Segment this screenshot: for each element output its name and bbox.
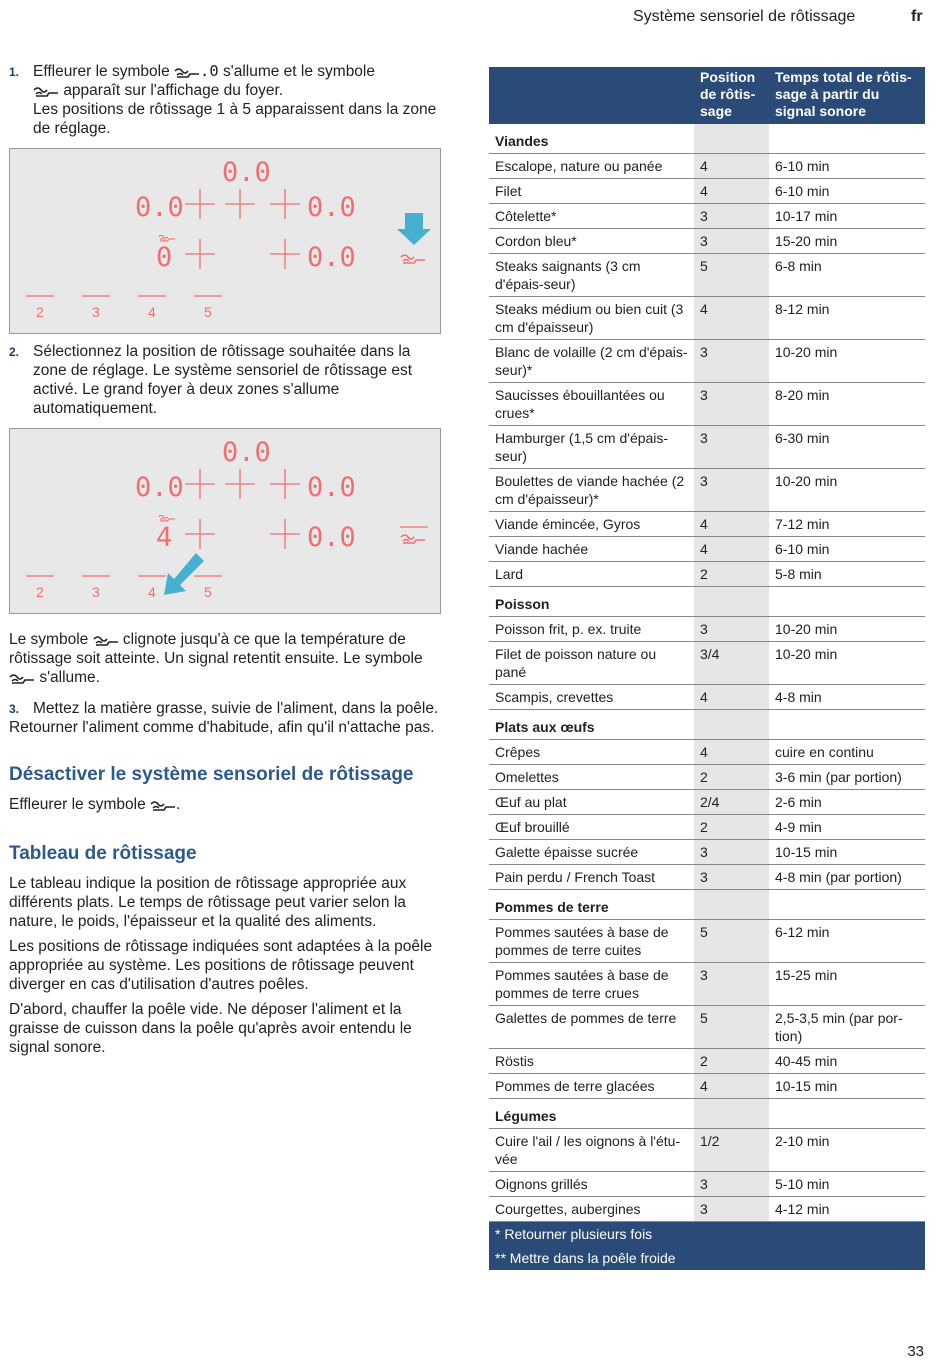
header-lang: fr bbox=[911, 8, 923, 25]
time-cell: 8-20 min bbox=[769, 383, 925, 426]
food-name-cell: Pain perdu / French Toast bbox=[489, 865, 694, 890]
display-bottom-right-value: 0.0 bbox=[307, 522, 356, 553]
after-text-mid: clignote jusqu'à ce que la température de rôtissage soit atteinte. Un signal retentit ensuite. Le symbole bbox=[9, 631, 423, 667]
table-cell bbox=[769, 710, 925, 740]
frying-table-container bbox=[489, 67, 925, 1270]
table-row bbox=[489, 229, 925, 254]
position-cell: 2/4 bbox=[694, 790, 769, 815]
food-name-cell: Hamburger (1,5 cm d'épais-seur) bbox=[489, 426, 694, 469]
step-number: 3. bbox=[9, 702, 20, 716]
position-cell: 2 bbox=[694, 562, 769, 587]
time-cell: 4-12 min bbox=[769, 1197, 925, 1222]
table-row bbox=[489, 204, 925, 229]
table-row bbox=[489, 765, 925, 790]
level-button[interactable]: 3 bbox=[92, 584, 100, 600]
table-category-row bbox=[489, 124, 925, 154]
level-button[interactable]: 5 bbox=[204, 584, 212, 600]
time-cell: 4-8 min bbox=[769, 685, 925, 710]
table-row bbox=[489, 1197, 925, 1222]
food-name-cell: Saucisses ébouillantées ou crues* bbox=[489, 383, 694, 426]
table-category-label: Poisson bbox=[489, 587, 694, 617]
table-category-label: Pommes de terre bbox=[489, 890, 694, 920]
food-name-cell: Pommes sautées à base de pommes de terre cuites bbox=[489, 920, 694, 963]
time-cell: 10-20 min bbox=[769, 617, 925, 642]
table-header-food bbox=[489, 67, 694, 124]
position-cell: 3 bbox=[694, 229, 769, 254]
table-row bbox=[489, 512, 925, 537]
level-button[interactable]: 4 bbox=[148, 304, 156, 320]
position-cell: 3/4 bbox=[694, 642, 769, 685]
time-cell: 6-12 min bbox=[769, 920, 925, 963]
food-name-cell: Filet de poisson nature ou pané bbox=[489, 642, 694, 685]
deactivate-text-pre: Effleurer le symbole bbox=[9, 796, 146, 813]
pan-symbol-icon bbox=[150, 799, 176, 811]
step-2-text: Sélectionnez la position de rôtissage souhaitée dans la zone de réglage. Le système sensoriel de rôtissage est activé. Le grand foyer à deux zones s'allume automatiquement. bbox=[33, 343, 413, 417]
time-cell: 6-8 min bbox=[769, 254, 925, 297]
level-button[interactable]: 5 bbox=[204, 304, 212, 320]
time-cell: 15-20 min bbox=[769, 229, 925, 254]
table-body bbox=[489, 124, 925, 1270]
time-cell: 8-12 min bbox=[769, 297, 925, 340]
table-row bbox=[489, 562, 925, 587]
display-bottom-right-value: 0.0 bbox=[307, 242, 356, 273]
after-text-pre: Le symbole bbox=[9, 631, 89, 648]
food-name-cell: Boulettes de viande hachée (2 cm d'épaisseur)* bbox=[489, 469, 694, 512]
time-cell: 10-20 min bbox=[769, 340, 925, 383]
time-cell: 6-10 min bbox=[769, 154, 925, 179]
table-footnote: ** Mettre dans la poêle froide bbox=[489, 1246, 925, 1270]
food-name-cell: Cordon bleu* bbox=[489, 229, 694, 254]
cooktop-display-panel-2 bbox=[9, 428, 441, 614]
position-cell: 5 bbox=[694, 1006, 769, 1049]
position-cell: 4 bbox=[694, 179, 769, 204]
table-footnote: * Retourner plusieurs fois bbox=[489, 1222, 925, 1247]
position-cell: 5 bbox=[694, 254, 769, 297]
table-row bbox=[489, 617, 925, 642]
table-row bbox=[489, 537, 925, 562]
table-category-row bbox=[489, 1099, 925, 1129]
table-cell bbox=[694, 710, 769, 740]
food-name-cell: Omelettes bbox=[489, 765, 694, 790]
page-number: 33 bbox=[907, 1343, 924, 1360]
table-cell bbox=[769, 1099, 925, 1129]
time-cell: 10-20 min bbox=[769, 469, 925, 512]
table-row bbox=[489, 865, 925, 890]
table-row bbox=[489, 254, 925, 297]
table-row bbox=[489, 642, 925, 685]
display-right-value: 0.0 bbox=[307, 192, 356, 223]
table-row bbox=[489, 340, 925, 383]
pan-symbol-icon bbox=[93, 634, 119, 646]
table-row bbox=[489, 1049, 925, 1074]
table-category-label: Plats aux œufs bbox=[489, 710, 694, 740]
position-cell: 4 bbox=[694, 740, 769, 765]
pan-symbol-icon bbox=[33, 85, 59, 97]
time-cell: 4-8 min (par portion) bbox=[769, 865, 925, 890]
table-row bbox=[489, 740, 925, 765]
section-title-table: Tableau de rôtissage bbox=[9, 843, 197, 864]
food-name-cell: Œuf au plat bbox=[489, 790, 694, 815]
instructions-column bbox=[9, 62, 441, 1057]
position-cell: 4 bbox=[694, 297, 769, 340]
table-row bbox=[489, 469, 925, 512]
position-cell: 3 bbox=[694, 840, 769, 865]
time-cell: 2-6 min bbox=[769, 790, 925, 815]
arrow-pointer-icon bbox=[164, 553, 204, 595]
food-name-cell: Cuire l'ail / les oignons à l'étu-vée bbox=[489, 1129, 694, 1172]
food-name-cell: Blanc de volaille (2 cm d'épais-seur)* bbox=[489, 340, 694, 383]
table-row bbox=[489, 815, 925, 840]
table-footnote-row bbox=[489, 1246, 925, 1270]
step-3-note: Retourner l'aliment comme d'habitude, afin qu'il n'attache pas. bbox=[9, 719, 435, 736]
position-cell: 3 bbox=[694, 865, 769, 890]
food-name-cell: Côtelette* bbox=[489, 204, 694, 229]
level-button[interactable]: 2 bbox=[36, 304, 44, 320]
food-name-cell: Pommes de terre glacées bbox=[489, 1074, 694, 1099]
table-row bbox=[489, 179, 925, 204]
table-cell bbox=[694, 1099, 769, 1129]
position-cell: 4 bbox=[694, 154, 769, 179]
time-cell: 3-6 min (par portion) bbox=[769, 765, 925, 790]
table-row bbox=[489, 685, 925, 710]
table-cell bbox=[694, 587, 769, 617]
arrow-pointer-icon bbox=[397, 213, 431, 245]
table-row bbox=[489, 154, 925, 179]
after-text-end: s'allume. bbox=[39, 669, 100, 686]
table-cell bbox=[769, 124, 925, 154]
level-button[interactable]: 4 bbox=[148, 584, 156, 600]
position-cell: 2 bbox=[694, 765, 769, 790]
time-cell: 5-10 min bbox=[769, 1172, 925, 1197]
table-cell bbox=[769, 890, 925, 920]
display-active-value: 0 bbox=[156, 242, 173, 273]
time-cell: 40-45 min bbox=[769, 1049, 925, 1074]
frying-table bbox=[489, 67, 925, 1270]
deactivate-text bbox=[9, 795, 441, 814]
table-intro-p2: Les positions de rôtissage indiquées sont adaptées à la poêle appropriée au système. Les positions de rôtissage peuvent diverger en cas d'utilisation d'autres poêles. bbox=[9, 938, 433, 993]
food-name-cell: Poisson frit, p. ex. truite bbox=[489, 617, 694, 642]
symbol-blink-text bbox=[9, 630, 441, 687]
position-cell: 3 bbox=[694, 469, 769, 512]
table-header-row bbox=[489, 67, 925, 124]
display-active-value: 4 bbox=[156, 522, 173, 553]
table-row bbox=[489, 1172, 925, 1197]
table-row bbox=[489, 426, 925, 469]
position-cell: 3 bbox=[694, 1172, 769, 1197]
time-cell: 6-10 min bbox=[769, 179, 925, 204]
step-1-text: Effleurer le symbole bbox=[33, 63, 170, 80]
time-cell: 5-8 min bbox=[769, 562, 925, 587]
food-name-cell: Crêpes bbox=[489, 740, 694, 765]
position-cell: 4 bbox=[694, 1074, 769, 1099]
header-title: Système sensoriel de rôtissage bbox=[633, 8, 856, 25]
table-header-time: Temps total de rôtis-sage à partir du signal sonore bbox=[769, 67, 925, 124]
table-cell bbox=[694, 124, 769, 154]
time-cell: 2-10 min bbox=[769, 1129, 925, 1172]
position-cell: 4 bbox=[694, 537, 769, 562]
section-title-deactivate: Désactiver le système sensoriel de rôtissage bbox=[9, 764, 414, 785]
time-cell: 4-9 min bbox=[769, 815, 925, 840]
step-3 bbox=[9, 699, 441, 718]
display-center-value: 0.0 bbox=[222, 157, 271, 188]
cooktop-display-panel-1 bbox=[9, 148, 441, 334]
table-intro-p3: D'abord, chauffer la poêle vide. Ne déposer l'aliment et la graisse de cuisson dans la poêle qu'après avoir entendu le signal sonore. bbox=[9, 1001, 412, 1056]
food-name-cell: Pommes sautées à base de pommes de terre crues bbox=[489, 963, 694, 1006]
table-cell bbox=[769, 587, 925, 617]
time-cell: 15-25 min bbox=[769, 963, 925, 1006]
table-cell bbox=[694, 890, 769, 920]
table-category-label: Viandes bbox=[489, 124, 694, 154]
display-left-value: 0.0 bbox=[135, 192, 184, 223]
table-row bbox=[489, 1129, 925, 1172]
table-footnote-row bbox=[489, 1222, 925, 1247]
food-name-cell: Œuf brouillé bbox=[489, 815, 694, 840]
display-center-value: 0.0 bbox=[222, 437, 271, 468]
position-cell: 3 bbox=[694, 340, 769, 383]
time-cell: 7-12 min bbox=[769, 512, 925, 537]
time-cell: 10-15 min bbox=[769, 840, 925, 865]
table-row bbox=[489, 297, 925, 340]
position-cell: 4 bbox=[694, 685, 769, 710]
step-1: 1. Effleurer le symbole .0 s'allume et le symbole apparaît sur l'affichage du foyer. Les positions de rôtissage 1 à 5 apparaissent dans la zone de réglage. bbox=[9, 62, 441, 138]
position-cell: 3 bbox=[694, 204, 769, 229]
time-cell: 6-30 min bbox=[769, 426, 925, 469]
pan-symbol-icon bbox=[174, 66, 200, 78]
step-1-line3: Les positions de rôtissage 1 à 5 apparaissent dans la zone de réglage. bbox=[33, 101, 437, 137]
time-cell: 10-20 min bbox=[769, 642, 925, 685]
position-cell: 2 bbox=[694, 1049, 769, 1074]
time-cell: 6-10 min bbox=[769, 537, 925, 562]
step-number: 1. bbox=[9, 65, 20, 79]
table-row bbox=[489, 1074, 925, 1099]
food-name-cell: Scampis, crevettes bbox=[489, 685, 694, 710]
position-cell: 2 bbox=[694, 815, 769, 840]
food-name-cell: Viande hachée bbox=[489, 537, 694, 562]
step-1-text-mid: s'allume et le symbole bbox=[223, 63, 375, 80]
table-row bbox=[489, 840, 925, 865]
food-name-cell: Oignons grillés bbox=[489, 1172, 694, 1197]
table-category-label: Légumes bbox=[489, 1099, 694, 1129]
food-name-cell: Escalope, nature ou panée bbox=[489, 154, 694, 179]
step-2 bbox=[9, 342, 441, 418]
position-cell: 3 bbox=[694, 963, 769, 1006]
display-left-value: 0.0 bbox=[135, 472, 184, 503]
position-cell: 3 bbox=[694, 617, 769, 642]
table-category-row bbox=[489, 710, 925, 740]
table-category-row bbox=[489, 890, 925, 920]
table-row bbox=[489, 790, 925, 815]
table-row bbox=[489, 963, 925, 1006]
food-name-cell: Steaks médium ou bien cuit (3 cm d'épaisseur) bbox=[489, 297, 694, 340]
position-cell: 3 bbox=[694, 1197, 769, 1222]
food-name-cell: Galette épaisse sucrée bbox=[489, 840, 694, 865]
step-1-line2: apparaît sur l'affichage du foyer. bbox=[63, 82, 284, 99]
table-header-position: Position de rôtis-sage bbox=[694, 67, 769, 124]
table-category-row bbox=[489, 587, 925, 617]
table-row bbox=[489, 1006, 925, 1049]
position-cell: 4 bbox=[694, 512, 769, 537]
food-name-cell: Filet bbox=[489, 179, 694, 204]
position-cell: 3 bbox=[694, 383, 769, 426]
food-name-cell: Courgettes, aubergines bbox=[489, 1197, 694, 1222]
pan-symbol-icon bbox=[9, 672, 35, 684]
position-cell: 1/2 bbox=[694, 1129, 769, 1172]
time-cell: 10-17 min bbox=[769, 204, 925, 229]
step-3-text: Mettez la matière grasse, suivie de l'aliment, dans la poêle. bbox=[33, 700, 439, 717]
position-cell: 3 bbox=[694, 426, 769, 469]
food-name-cell: Röstis bbox=[489, 1049, 694, 1074]
level-button[interactable]: 3 bbox=[92, 304, 100, 320]
step-number: 2. bbox=[9, 345, 20, 359]
display-right-value: 0.0 bbox=[307, 472, 356, 503]
deactivate-text-end: . bbox=[176, 796, 181, 813]
position-cell: 5 bbox=[694, 920, 769, 963]
time-cell: cuire en continu bbox=[769, 740, 925, 765]
table-intro-p1: Le tableau indique la position de rôtissage appropriée aux différents plats. Le temps de rôtissage peut varier selon la nature, le poids, l'épaisseur et la qualité des aliments. bbox=[9, 875, 407, 930]
food-name-cell: Lard bbox=[489, 562, 694, 587]
food-name-cell: Viande émincée, Gyros bbox=[489, 512, 694, 537]
table-row bbox=[489, 920, 925, 963]
level-button[interactable]: 2 bbox=[36, 584, 44, 600]
time-cell: 2,5-3,5 min (par por-tion) bbox=[769, 1006, 925, 1049]
time-cell: 10-15 min bbox=[769, 1074, 925, 1099]
food-name-cell: Galettes de pommes de terre bbox=[489, 1006, 694, 1049]
table-row bbox=[489, 383, 925, 426]
food-name-cell: Steaks saignants (3 cm d'épais-seur) bbox=[489, 254, 694, 297]
